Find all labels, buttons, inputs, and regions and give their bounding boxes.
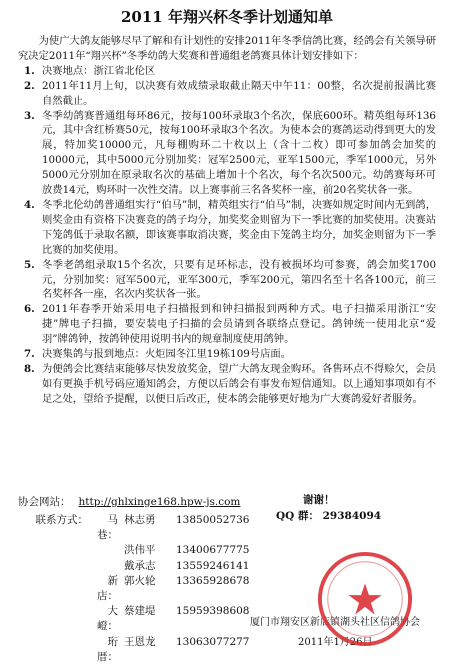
contact-row <box>28 574 290 604</box>
contact-name: 郭火轮 <box>124 574 156 587</box>
contact-name: 洪伟平 <box>124 544 156 557</box>
official-seal-stamp <box>316 550 414 648</box>
notice-item: 6. 2011年春季开始采用电子扫描报到和钟扫描报到两种方式。电子扫描采用浙江“安捷”牌电子扫描，要安装电子扫描的会员请到各联络点登记。鸽钟统一使用北京“爱羽”牌鸽钟，按鸽钟使用说明书内的规章制度使用鸽钟。 <box>24 303 436 346</box>
contact-name: 蔡建堤 <box>124 605 156 618</box>
website-row <box>18 495 436 510</box>
contact-row <box>28 513 290 543</box>
notice-items <box>18 64 436 407</box>
contact-row <box>28 543 290 558</box>
contact-row <box>28 635 290 665</box>
notice-item: 2. 2011年11月上旬，以决赛有效成绩录取截止隔天中午11：00整，名次提前报满比赛自然截止。 <box>24 79 436 107</box>
contact-area <box>88 543 118 558</box>
notice-item: 8. 为便鸽会比赛结束能够尽快发放奖金，望广大鸽友现金购环。各售环点不得赊欠，会员如有更换手机号码应通知鸽会，方便以后鸽会有事发布短信通知。以上通知事项如有不足之处，望给予提醒，以便日后改正，使本鸽会能够更好地为广大赛鸽爱好者服务。 <box>24 362 436 405</box>
organization-name: 厦门市翔安区新店镇湖头社区信鸽协会 <box>250 617 420 628</box>
contact-phone: 13063077277 <box>176 635 250 648</box>
contact-name: 戴承志 <box>124 559 156 572</box>
contact-list <box>28 513 290 665</box>
thanks-text: 谢谢！ <box>303 494 335 506</box>
qq-group: QQ 群： 29384094 <box>276 510 382 522</box>
notice-item: 3. 冬季幼鸽赛普通组每环86元，按每100环录取3个名次，保底600环。精英组每环136元，其中含红桥赛50元，按每100环录取3个名次。为使本会的赛鸽运动得到更大的发展，特加奖10000元，凡每棚购环二十枚以上（含十二枚）即可参加鸽会加奖的10000元，其中5000元分别加奖：冠军2500元，亚军1500元，季军1000元，另外5000元分别加在原录取名次的基础上增加十个名次，每个名次500元。幼鸽赛每环可放费14元，购环时一次性交清。以上赛事前三名各奖杯一座，前20名奖状各一张。 <box>24 109 436 197</box>
document-title: 2011 年翔兴杯冬季计划通知单 <box>121 8 333 26</box>
contact-phone: 13400677775 <box>176 544 250 557</box>
contacts-label: 联系方式： <box>35 514 88 526</box>
contact-area <box>88 559 118 574</box>
contact-phone: 13559246141 <box>176 559 250 572</box>
notice-item: 1. 决赛地点：浙江省北伦区 <box>24 64 156 77</box>
intro-paragraph: 为使广大鸽友能够尽早了解和有计划性的安排2011年冬季信鸽比赛，经鸽会有关领导研究决定2011年“翔兴杯”冬季幼鸽大奖赛和普通组老鸽赛具体计划安排如下： <box>18 35 436 62</box>
notice-item: 7. 决赛集鸽与报到地点：火炬园冬江里19栋109号店面。 <box>24 348 291 361</box>
website-label: 协会网站： <box>18 496 71 508</box>
contact-phone: 15959398608 <box>176 605 250 618</box>
contact-row <box>28 559 290 574</box>
website-link[interactable]: http://ghlxinge168.hpw-js.com <box>78 496 241 508</box>
contact-area: 新店： <box>97 574 118 603</box>
contact-phone: 13365928678 <box>176 574 250 587</box>
contact-area: 马巷： <box>97 514 118 542</box>
contact-area: 大嶝： <box>97 605 118 633</box>
issue-date: 2011年1月26日 <box>298 637 373 648</box>
contact-phone: 13850052736 <box>176 514 250 526</box>
notice-item: 4. 冬季北伦幼鸽普通组实行“伯马”制，精英组实行“伯马”制，决赛如规定时间内无到鸽，则奖金由有资格下决赛竞的鸽子均分，加奖奖金则留为下一季比赛的加奖使用。决赛站下笼鸽低于录取名额，即该赛事取消决赛，奖金由下笼鸽主均分，加奖金则留为下一季比赛的加奖使用。 <box>24 198 436 256</box>
contact-area: 珩厝： <box>97 635 118 663</box>
footer <box>18 494 436 663</box>
contact-name: 林志勇 <box>124 514 156 526</box>
contact-name: 王恩龙 <box>124 635 156 648</box>
notice-item: 5. 冬季老鸽组录取15个名次，只要有足环标志，没有被损坏均可参赛，鸽会加奖1700元，分别加奖：冠军500元，亚军300元，季军200元，第四名至十名各100元，前三名奖杯各一座，名次内奖状各一张。 <box>24 258 436 301</box>
